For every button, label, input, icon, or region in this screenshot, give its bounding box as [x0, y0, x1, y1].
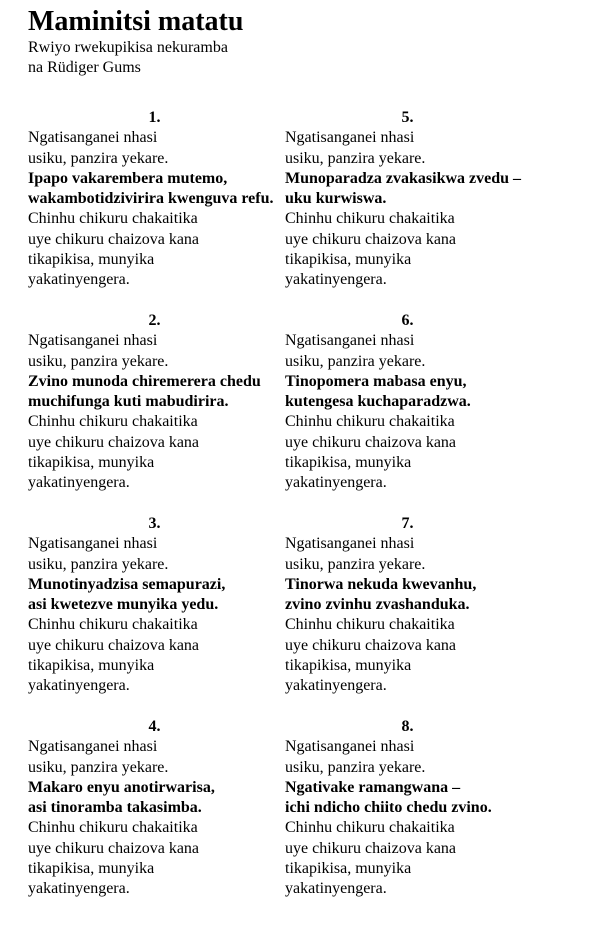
verse-number: 4. — [148, 717, 161, 735]
verse-line: yakatinyengera. — [285, 474, 387, 492]
verse-line: Ngativake ramangwana – — [285, 778, 461, 796]
verse — [285, 311, 530, 494]
verse-line: Chinhu chikuru chakaitika — [285, 413, 455, 431]
verse-line: uye chikuru chaizova kana — [285, 230, 457, 248]
verse-line: Chinhu chikuru chakaitika — [28, 819, 198, 837]
verse-number: 3. — [148, 514, 161, 532]
verse-line: yakatinyengera. — [28, 271, 130, 289]
verse-line: usiku, panzira yekare. — [285, 352, 426, 370]
verse-line: Ngatisanganei nhasi — [28, 738, 158, 756]
verse-line: usiku, panzira yekare. — [28, 352, 169, 370]
verse-line: Chinhu chikuru chakaitika — [285, 819, 455, 837]
verse-line: yakatinyengera. — [285, 271, 387, 289]
verse-line: tikapikisa, munyika — [285, 657, 412, 675]
verse-line: Makaro enyu anotirwarisa, — [28, 778, 215, 796]
verse-line: Ipapo vakarembera mutemo, — [28, 169, 228, 187]
verse — [285, 717, 530, 900]
page-subtitle — [28, 38, 606, 78]
verse-line: Tinorwa nekuda kwevanhu, — [285, 575, 477, 593]
verse-lines — [28, 737, 281, 899]
verse-line: yakatinyengera. — [285, 880, 387, 898]
verse-line: kutengesa kuchaparadzwa. — [285, 393, 471, 411]
verse-line: uye chikuru chaizova kana — [28, 230, 200, 248]
verse-line: Ngatisanganei nhasi — [285, 738, 415, 756]
verse-line: usiku, panzira yekare. — [28, 758, 169, 776]
verse — [285, 514, 530, 697]
verse — [28, 514, 281, 697]
verse-line: wakambotidzivirira kwenguva refu. — [28, 190, 274, 208]
verse-lines — [28, 331, 281, 493]
verse-lines — [285, 331, 530, 493]
verse-line: Ngatisanganei nhasi — [285, 332, 415, 350]
verse-number: 2. — [148, 311, 161, 329]
verse-line: Ngatisanganei nhasi — [28, 535, 158, 553]
subtitle-line: Rwiyo rwekupikisa nekuramba — [28, 39, 228, 56]
verse-lines — [285, 534, 530, 696]
verse-line: Chinhu chikuru chakaitika — [28, 210, 198, 228]
verse-line: Ngatisanganei nhasi — [285, 535, 415, 553]
verse-line: uye chikuru chaizova kana — [285, 839, 457, 857]
page-title: Maminitsi matatu — [28, 6, 244, 37]
verse — [28, 717, 281, 900]
verse-number: 5. — [401, 109, 414, 126]
verse-number: 6. — [401, 311, 414, 329]
verse-line: yakatinyengera. — [28, 474, 130, 492]
verse-line: usiku, panzira yekare. — [285, 555, 426, 573]
verse-line: asi kwetezve munyika yedu. — [28, 596, 219, 614]
verse-line: Tinopomera mabasa enyu, — [285, 372, 467, 390]
verse-line: tikapikisa, munyika — [285, 454, 412, 472]
verse-number: 1. — [148, 109, 161, 126]
verse-line: uye chikuru chaizova kana — [28, 433, 200, 451]
author-line: na Rüdiger Gums — [28, 59, 141, 76]
verse-line: ichi ndicho chiito chedu zvino. — [285, 799, 492, 817]
verse-line: uye chikuru chaizova kana — [285, 636, 457, 654]
verse-line: Ngatisanganei nhasi — [28, 332, 158, 350]
verse-line: Chinhu chikuru chakaitika — [285, 616, 455, 634]
verse-line: yakatinyengera. — [28, 677, 130, 695]
verse-line: Chinhu chikuru chakaitika — [285, 210, 455, 228]
verse-line: yakatinyengera. — [285, 677, 387, 695]
verse-line: tikapikisa, munyika — [285, 251, 412, 269]
verse-line: uye chikuru chaizova kana — [28, 636, 200, 654]
verse-line: uku kurwiswa. — [285, 190, 387, 208]
verse — [285, 108, 530, 291]
verse-lines — [28, 128, 281, 290]
verse-lines — [285, 128, 530, 290]
verse-line: Munotinyadzisa semapurazi, — [28, 575, 226, 593]
verse-line: Zvino munoda chiremerera chedu — [28, 372, 261, 390]
verse-line: usiku, panzira yekare. — [28, 149, 169, 167]
verse-line: tikapikisa, munyika — [28, 657, 155, 675]
verse-line: usiku, panzira yekare. — [285, 758, 426, 776]
verse-line: yakatinyengera. — [28, 880, 130, 898]
verse-line: Chinhu chikuru chakaitika — [28, 616, 198, 634]
verse-lines — [285, 737, 530, 899]
verse-line: tikapikisa, munyika — [28, 454, 155, 472]
verse-line: tikapikisa, munyika — [285, 859, 412, 877]
verse — [28, 108, 281, 291]
verse-line: uye chikuru chaizova kana — [285, 433, 457, 451]
verse-line: Chinhu chikuru chakaitika — [28, 413, 198, 431]
verse-line: Munoparadza zvakasikwa zvedu – — [285, 169, 522, 187]
verse-line: Ngatisanganei nhasi — [285, 129, 415, 147]
verse-line: zvino zvinhu zvashanduka. — [285, 596, 470, 614]
verse-line: usiku, panzira yekare. — [28, 555, 169, 573]
verse-line: asi tinoramba takasimba. — [28, 799, 202, 817]
verse-lines — [28, 534, 281, 696]
verse-line: Ngatisanganei nhasi — [28, 129, 158, 147]
verse-number: 7. — [401, 514, 414, 532]
verse-line: usiku, panzira yekare. — [285, 149, 426, 167]
verse-line: tikapikisa, munyika — [28, 859, 155, 877]
verse-number: 8. — [401, 717, 414, 735]
verse-line: tikapikisa, munyika — [28, 251, 155, 269]
verses-grid — [28, 108, 606, 900]
verse-line: muchifunga kuti mabudirira. — [28, 393, 229, 411]
verse — [28, 311, 281, 494]
verse-line: uye chikuru chaizova kana — [28, 839, 200, 857]
